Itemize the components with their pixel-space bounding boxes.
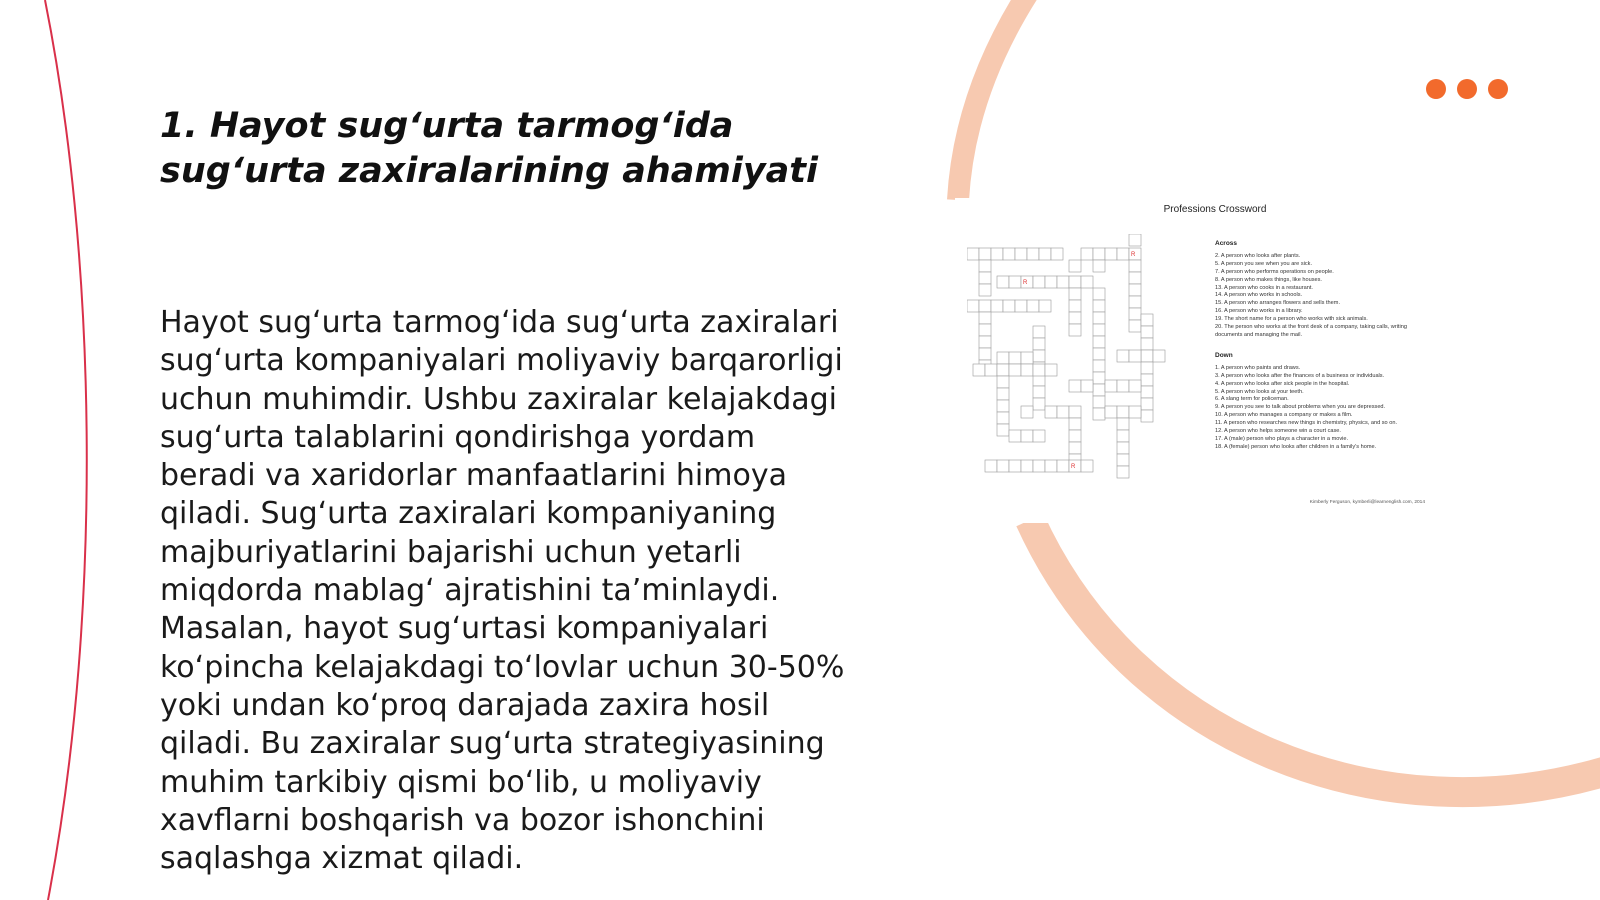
clue-item: 8. A person who makes things, like houses. (1215, 276, 1322, 283)
across-clues (1215, 240, 1430, 340)
left-accent-curve (45, 0, 87, 900)
clue-item: 14. A person who works in schools. (1215, 292, 1303, 299)
clue-item: 7. A person who performs operations on people. (1215, 268, 1334, 275)
clue-item: 18. A (female) person who looks after children in a family's home. (1215, 443, 1377, 450)
ring-top-arc (958, 0, 1030, 200)
clue-item: 6. A slang term for policeman. (1215, 396, 1289, 403)
clue-item: 4. A person who looks after sick people in the hospital. (1215, 380, 1350, 387)
svg-text:R: R (1023, 280, 1028, 286)
clue-item: 10. A person who manages a company or makes a film. (1215, 412, 1353, 419)
down-clues (1215, 352, 1430, 452)
clue-item: 13. A person who cooks in a restaurant. (1215, 284, 1313, 291)
clue-item: 9. A person you see to talk about problems when you are depressed. (1215, 404, 1386, 411)
crossword-title: Professions Crossword (1163, 204, 1267, 215)
dot-icon (1426, 79, 1446, 99)
clue-item: 2. A person who looks after plants. (1215, 252, 1301, 259)
svg-text:R: R (1071, 464, 1076, 470)
down-heading: Down (1215, 351, 1233, 359)
clue-item: 11. A person who researches new things in chemistry, physics, and so on. (1215, 420, 1397, 427)
clue-item: 5. A person who looks at your teeth. (1215, 388, 1304, 395)
clue-item: 5. A person you see when you are sick. (1215, 260, 1313, 267)
crossword-credit: Kimberly Ferguson, kymberli@learnenglish.com, 2014 (1309, 500, 1425, 505)
crossword-clues (1215, 240, 1430, 464)
clue-item: 17. A (male) person who plays a character in a movie. (1215, 435, 1349, 442)
slide-body-text: Hayot sug‘urta tarmog‘ida sug‘urta zaxiralari sug‘urta kompaniyalari moliyaviy barqarorligi uchun muhimdir. Ushbu zaxiralar kelajakdagi sug‘urta talablarini qondirishga yordam beradi va xaridorlar manfaatlarini himoya qiladi. Sug‘urta zaxiralari kompaniyaning majburiyatlarini bajarishi uchun yetarli miqdorda mablag‘ ajratishini ta’minlaydi. Masalan, hayot sug‘urtasi kompaniyalari ko‘pincha kelajakdagi to‘lovlar uchun 30-50% yoki undan ko‘proq darajada zaxira hosil qiladi. Bu zaxiralar sug‘urta strategiyasining muhim tarkibiy qismi bo‘lib, u moliyaviy xavflarni boshqarish va bozor ishonchini saqlashga xizmat qiladi. (160, 305, 845, 877)
dot-icon (1488, 79, 1508, 99)
svg-text:R: R (1131, 252, 1136, 258)
dot-icon (1457, 79, 1477, 99)
decorative-dots (1426, 79, 1508, 99)
clue-item: 3. A person who looks after the finances of a business or individuals. (1215, 372, 1385, 379)
clue-item: 20. The person who works at the front desk of a company, taking calls, writing documents and managing the mail. (1215, 324, 1407, 338)
crossword-grid (967, 234, 1189, 490)
clue-item: 16. A person who works in a library. (1215, 308, 1303, 315)
slide-title: 1. Hayot sug‘urta tarmog‘ida sug‘urta zaxiralarining ahamiyati (160, 106, 818, 191)
clue-item: 19. The short name for a person who works with sick animals. (1215, 316, 1368, 323)
ring-bottom-arc (1030, 520, 1600, 792)
across-heading: Across (1215, 240, 1238, 247)
crossword-image (955, 198, 1435, 523)
clue-item: 12. A person who helps someone win a court case. (1215, 428, 1341, 435)
clue-item: 1. A person who paints and draws. (1215, 364, 1301, 371)
clue-item: 15. A person who arranges flowers and sells them. (1215, 300, 1340, 307)
